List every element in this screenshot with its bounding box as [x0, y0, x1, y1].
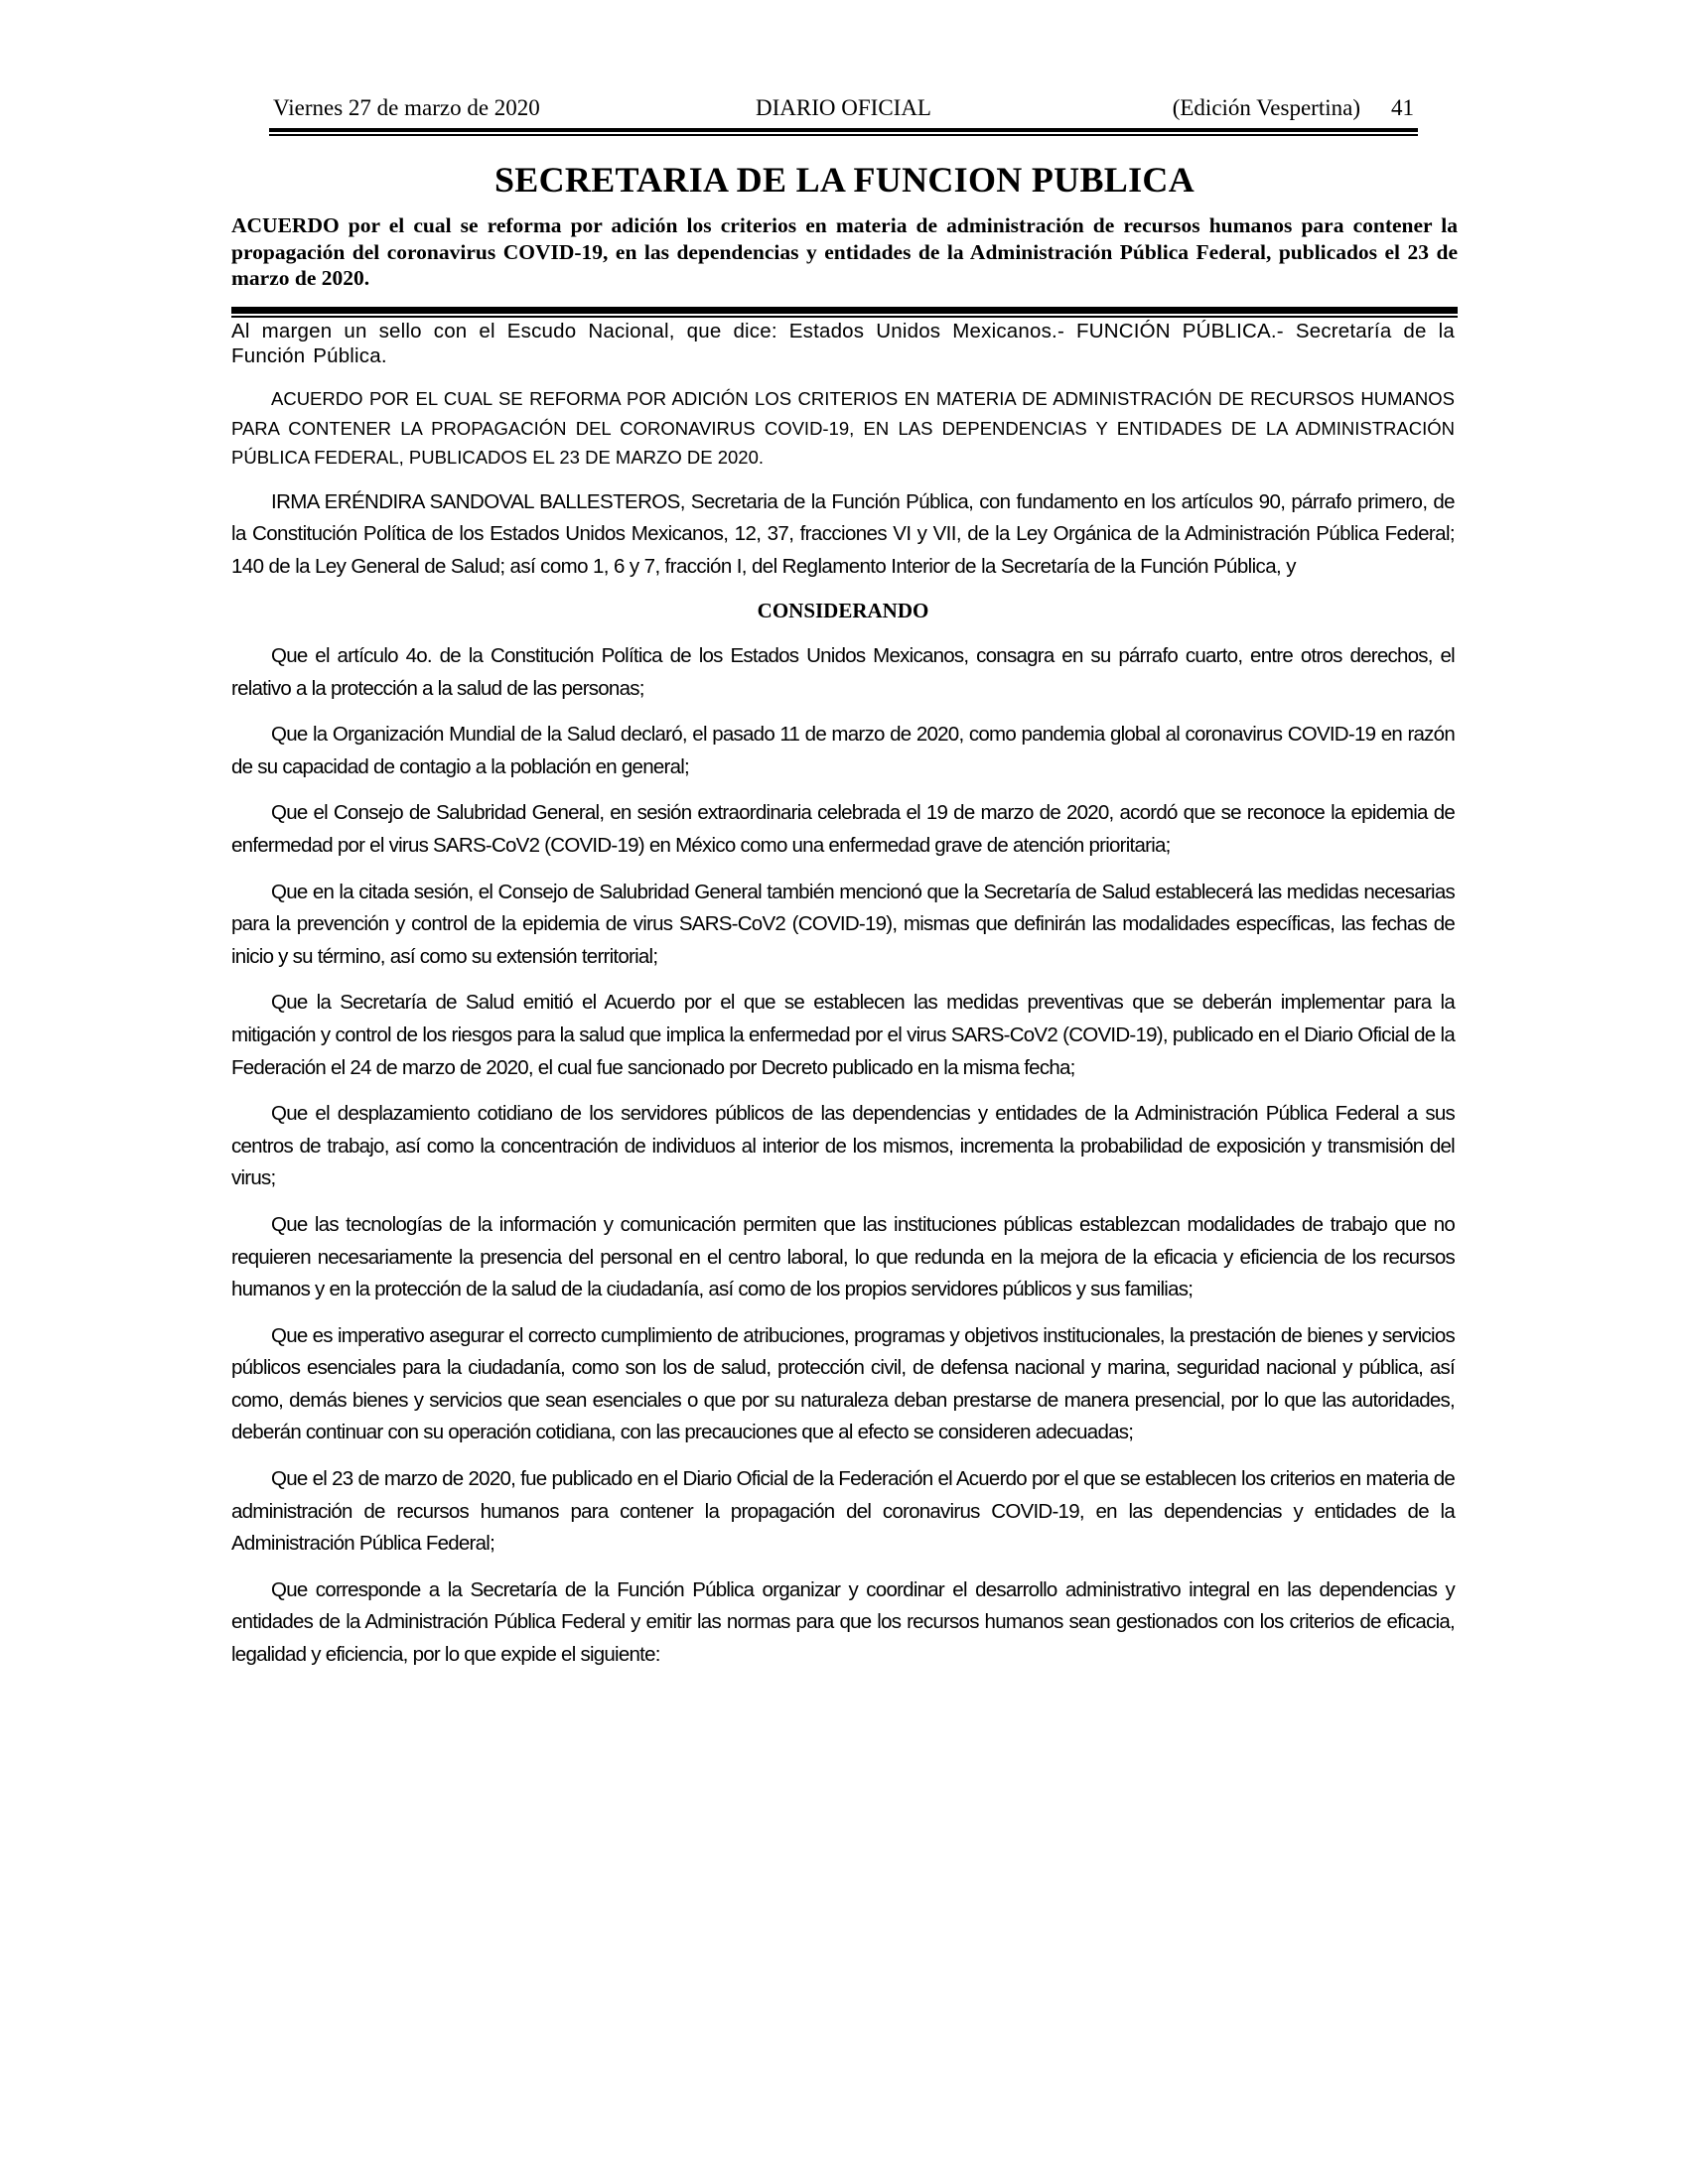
considerando-paragraph: Que el 23 de marzo de 2020, fue publicado en el Diario Oficial de la Federación el Acuerdo por el que se establecen los criterios en materia de administración de recursos humanos para contener la propagación del coronavirus COVID-19, en las dependencias y entidades de la Administración Pública Federal;: [231, 1467, 1455, 1556]
section-title: SECRETARIA DE LA FUNCION PUBLICA: [493, 160, 1196, 200]
considerando-paragraph: Que la Organización Mundial de la Salud declaró, el pasado 11 de marzo de 2020, como pandemia global al coronavirus COVID-19 en razón de su capacidad de contagio a la población en general;: [231, 723, 1455, 778]
considerando-paragraph: Que el Consejo de Salubridad General, en sesión extraordinaria celebrada el 19 de marzo de 2020, acordó que se reconoce la epidemia de enfermedad por el virus SARS-CoV2 (COVID-19) en México como una enfermedad grave de atención prioritaria;: [231, 801, 1455, 857]
considerando-paragraph: Que corresponde a la Secretaría de la Función Pública organizar y coordinar el desarrollo administrativo integral en las dependencias y entidades de la Administración Pública Federal y emitir las normas para que los recursos humanos sean gestionados con los criterios de eficacia, legalidad y eficiencia, por lo que expide el siguiente:: [231, 1577, 1455, 1667]
header-rule-thick: [269, 128, 1418, 132]
title-rule-thin: [231, 316, 1458, 318]
considerando-heading: CONSIDERANDO: [757, 599, 929, 622]
intro-paragraph: IRMA ERÉNDIRA SANDOVAL BALLESTEROS, Secretaria de la Función Pública, con fundamento en los artículos 90, párrafo primero, de la Constitución Política de los Estados Unidos Mexicanos, 12, 37, fracciones VI y VII, de la Ley Orgánica de la Administración Pública Federal; 140 de la Ley General de Salud; así como 1, 6 y 7, fracción I, del Reglamento Interior de la Secretaría de la Función Pública, y: [231, 489, 1455, 578]
title-rule-thick: [231, 307, 1458, 314]
header-rule: [269, 128, 1418, 137]
considerando-paragraph: Que es imperativo asegurar el correcto cumplimiento de atribuciones, programas y objetivos institucionales, la prestación de bienes y servicios públicos esenciales para la ciudadanía, como son los de salud, protección civil, de defensa nacional y marina, seguridad nacional y pública, así como, demás bienes y servicios que sean esenciales o que por su naturaleza deban prestarse de manera presencial, por lo que las autoridades, deberán continuar con su operación cotidiana, con las precauciones que al efecto se consideren adecuadas;: [231, 1323, 1455, 1444]
header-date: Viernes 27 de marzo de 2020: [273, 95, 540, 120]
considerando-paragraph: Que las tecnologías de la información y comunicación permiten que las instituciones públicas establezcan modalidades de trabajo que no requieren necesariamente la presencia del personal en el centro laboral, lo que redunda en la mejora de la eficacia y eficiencia de los recursos humanos y en la protección de la salud de la ciudadanía, así como de los propios servidores públicos y sus familias;: [231, 1212, 1455, 1301]
margin-note: Al margen un sello con el Escudo Nacional, que dice: Estados Unidos Mexicanos.- FUNCIÓN PÚBLICA.- Secretaría de la Función Pública.: [231, 320, 1455, 367]
acuerdo-title: ACUERDO por el cual se reforma por adición los criterios en materia de administración de recursos humanos para contener la propagación del coronavirus COVID-19, en las dependencias y entidades de la Administración Pública Federal, publicados el 23 de marzo de 2020.: [231, 213, 1458, 290]
caps-title-paragraph: ACUERDO POR EL CUAL SE REFORMA POR ADICIÓN LOS CRITERIOS EN MATERIA DE ADMINISTRACIÓN DE RECURSOS HUMANOS PARA CONTENER LA PROPAGACIÓN DEL CORONAVIRUS COVID-19, EN LAS DEPENDENCIAS Y ENTIDADES DE LA ADMINISTRACIÓN PÚBLICA FEDERAL, PUBLICADOS EL 23 DE MARZO DE 2020.: [231, 388, 1455, 468]
considerando-paragraph: Que el desplazamiento cotidiano de los servidores públicos de las dependencias y entidades de la Administración Pública Federal a sus centros de trabajo, así como la concentración de individuos al interior de los mismos, incrementa la probabilidad de exposición y transmisión del virus;: [231, 1102, 1455, 1190]
considerando-paragraph: Que en la citada sesión, el Consejo de Salubridad General también mencionó que la Secretaría de Salud establecerá las medidas necesarias para la prevención y control de la epidemia de virus SARS-CoV2 (COVID-19), mismas que definirán las modalidades específicas, las fechas de inicio y su término, así como su extensión territorial;: [231, 880, 1455, 968]
document-body: [231, 320, 1455, 1672]
running-header: [269, 95, 1418, 125]
page-number: 41: [1391, 95, 1414, 120]
header-publication: DIARIO OFICIAL: [756, 95, 931, 120]
considerando-paragraph: Que el artículo 4o. de la Constitución Política de los Estados Unidos Mexicanos, consagra en su párrafo cuarto, entre otros derechos, el relativo a la protección a la salud de las personas;: [231, 644, 1455, 700]
considerando-paragraph: Que la Secretaría de Salud emitió el Acuerdo por el que se establecen las medidas preventivas que se deberán implementar para la mitigación y control de los riesgos para la salud que implica la enfermedad por el virus SARS-CoV2 (COVID-19), publicado en el Diario Oficial de la Federación el 24 de marzo de 2020, el cual fue sancionado por Decreto publicado en la misma fecha;: [231, 991, 1455, 1079]
header-rule-thin: [269, 134, 1418, 136]
title-rule: [231, 307, 1458, 319]
header-edition: (Edición Vespertina): [1172, 95, 1360, 120]
